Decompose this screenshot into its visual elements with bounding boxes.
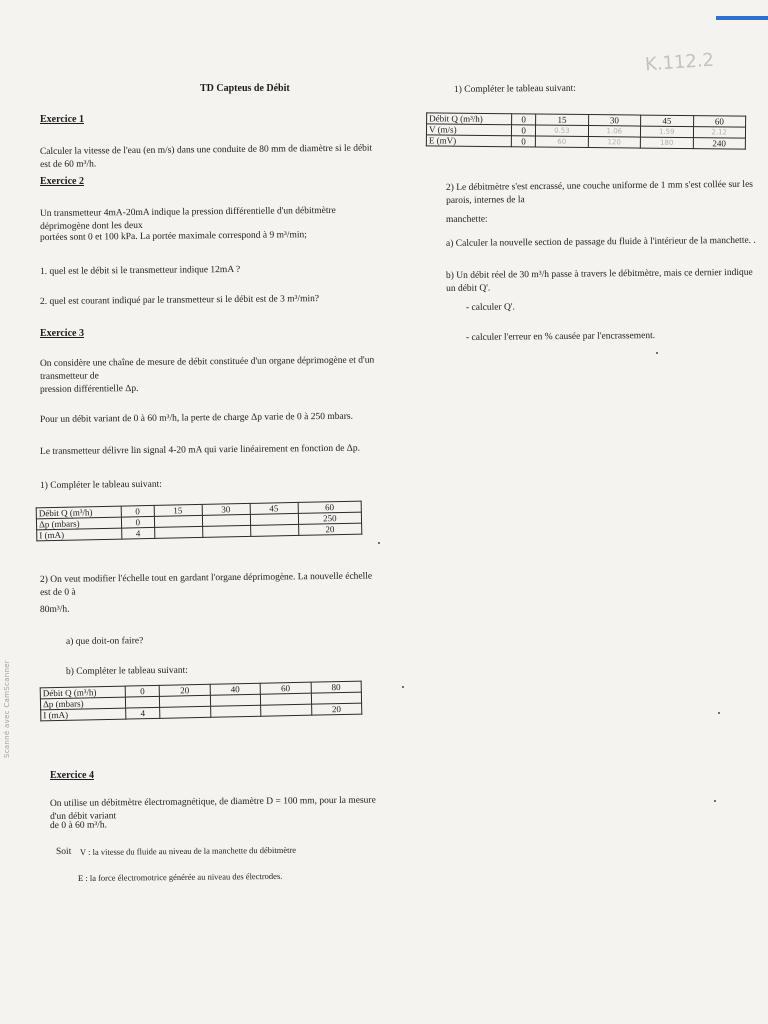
pencil-value: 60 — [536, 136, 589, 148]
scan-speck — [402, 686, 404, 688]
table-cell: I (mA) — [41, 708, 126, 721]
table-cell: 20 — [298, 523, 362, 535]
exercise-2-title: Exercice 2 — [40, 176, 84, 187]
right-question-2b-item-1: - calculer Q'. — [465, 302, 515, 313]
table-cell: 15 — [154, 504, 202, 516]
pencil-value: 2.12 — [693, 127, 746, 139]
table-cell: E (mV) — [426, 135, 511, 147]
table-cell: 0 — [125, 685, 159, 697]
table-cell: Δp (mbars) — [36, 517, 121, 530]
right-question-2a: a) Calculer la nouvelle section de passage du fluide à l'intérieur de la manchette. . — [445, 235, 756, 249]
exercise-3-question-2-line1: 2) On veut modifier l'échelle tout en gardant l'organe déprimogène. La nouvelle échelle est de 0 à — [39, 571, 373, 598]
exercise-3-text-line3: Pour un débit variant de 0 à 60 m³/h, la perte de charge Δp varie de 0 à 250 mbars. — [39, 411, 353, 425]
table-cell: 0 — [121, 505, 154, 517]
table-cell: Débit Q (m³/h) — [40, 686, 125, 699]
table-cell — [125, 696, 159, 708]
right-question-1: 1) Compléter le tableau suivant: — [453, 83, 576, 95]
exercise-4-e-definition: E : la force électromotrice générée au niveau des électrodes. — [77, 870, 283, 883]
table-cell: 30 — [588, 115, 641, 127]
exercise-1-text: Calculer la vitesse de l'eau (en m/s) dans une conduite de 80 mm de diamètre si le débit est de 60 m³/h. — [39, 143, 373, 170]
table-cell: V (m/s) — [426, 124, 511, 136]
table-cell — [250, 524, 298, 536]
exercise-2-question-1: 1. quel est le débit si le transmetteur indique 12mA ? — [39, 264, 241, 277]
table-cell — [160, 706, 211, 718]
exercise-4-title: Exercice 4 — [50, 770, 94, 781]
scan-speck — [718, 712, 720, 714]
exercise-3-title: Exercice 3 — [40, 328, 84, 339]
table-row — [426, 135, 745, 149]
table-cell: 20 — [311, 703, 362, 715]
exercise-3-text-line2: pression différentielle Δp. — [39, 383, 139, 395]
table-cell: 60 — [260, 682, 311, 694]
exercise-3-table-1 — [36, 501, 363, 542]
table-cell: 15 — [536, 114, 589, 126]
table-cell: 240 — [693, 138, 746, 150]
exercise-4-text-line2: de 0 à 60 m³/h. — [49, 820, 107, 831]
document-title: TD Capteus de Débit — [200, 83, 290, 94]
exercise-3-text-line4: Le transmetteur délivre lin signal 4-20 mA qui varie linéairement en fonction de Δp. — [39, 443, 361, 457]
table-cell — [154, 526, 202, 538]
handwritten-reference: K.112.2 — [644, 49, 715, 76]
pencil-value: 0.53 — [536, 125, 589, 137]
table-cell: 45 — [250, 502, 298, 514]
table-cell: 0 — [511, 136, 535, 147]
exercise-3-table-2 — [40, 681, 363, 722]
pencil-value: 120 — [588, 137, 641, 149]
table-cell: 0 — [511, 125, 535, 136]
table-cell: 0 — [512, 114, 536, 125]
exercise-2-question-2: 2. quel est courant indiqué par le transmetteur si le débit est de 3 m³/min? — [39, 294, 320, 307]
table-cell: 80 — [311, 681, 362, 693]
scan-speck — [378, 542, 380, 544]
exercise-3-question-1: 1) Compléter le tableau suivant: — [39, 479, 162, 491]
exercise-3-question-2-line2: 80m³/h. — [39, 604, 70, 615]
table-cell: 40 — [210, 683, 261, 695]
table-cell: 60 — [298, 501, 362, 513]
exercise-1-title: Exercice 1 — [40, 114, 84, 125]
table-cell: I (mA) — [37, 528, 122, 541]
exercise-4-v-definition: V : la vitesse du fluide au niveau de la manchette du débitmètre — [79, 844, 297, 857]
exercise-2-text-line1: Un transmetteur 4mA-20mA indique la pression différentielle d'un débitmètre déprimogène dont les deux — [39, 205, 336, 232]
table-cell: 30 — [202, 503, 250, 515]
table-cell: 60 — [693, 116, 746, 128]
table-cell: Δp (mbars) — [40, 697, 125, 710]
table-cell: 4 — [122, 527, 155, 539]
pencil-value: 1.59 — [641, 126, 694, 138]
table-cell — [202, 525, 250, 537]
exercise-4-text-line1: On utilise un débitmètre électromagnétique, de diamètre D = 100 mm, pour la mesure d'un débit variant — [49, 795, 376, 822]
exercise-3-question-2b: b) Compléter le tableau suivant: — [65, 665, 188, 677]
exercise-3-question-2a: a) que doit-on faire? — [65, 636, 144, 647]
table-cell — [261, 704, 312, 716]
exercise-4-soit-label: Soit — [55, 846, 72, 857]
table-cell: 20 — [159, 684, 210, 696]
table-cell: 4 — [126, 707, 160, 719]
table-cell: 45 — [641, 115, 694, 127]
exercise-3-text-line1: On considère une chaîne de mesure de débit constituée d'un organe déprimogène et d'un transmetteur de — [39, 355, 375, 382]
pencil-value: 1.06 — [588, 126, 641, 138]
right-table — [426, 112, 746, 149]
table-cell: 0 — [121, 516, 154, 528]
right-question-2-line1: 2) Le débitmètre s'est encrassé, une couche uniforme de 1 mm s'est collée sur les parois, internes de la — [445, 179, 754, 206]
scanner-watermark: Scanné avec CamScanner — [3, 660, 11, 759]
scan-edge-mark — [716, 16, 768, 20]
right-question-2b: b) Un débit réel de 30 m³/h passe à travers le débitmètre, mais ce dernier indique un débit Q'. — [445, 267, 753, 294]
table-cell: Débit Q (m³/h) — [427, 113, 512, 125]
exercise-2-text-line2: portées sont 0 et 100 kPa. La portée maximale correspond à 9 m³/min; — [39, 230, 307, 243]
table-cell: Débit Q (m³/h) — [36, 506, 121, 519]
right-question-2b-item-2: - calculer l'erreur en % causée par l'encrassement. — [465, 331, 656, 343]
right-question-2-line2: manchette: — [445, 214, 488, 225]
scan-speck — [656, 352, 658, 354]
scan-speck — [714, 800, 716, 802]
table-cell — [210, 705, 261, 717]
pencil-value: 180 — [640, 137, 693, 149]
table-cell: 250 — [298, 512, 362, 524]
